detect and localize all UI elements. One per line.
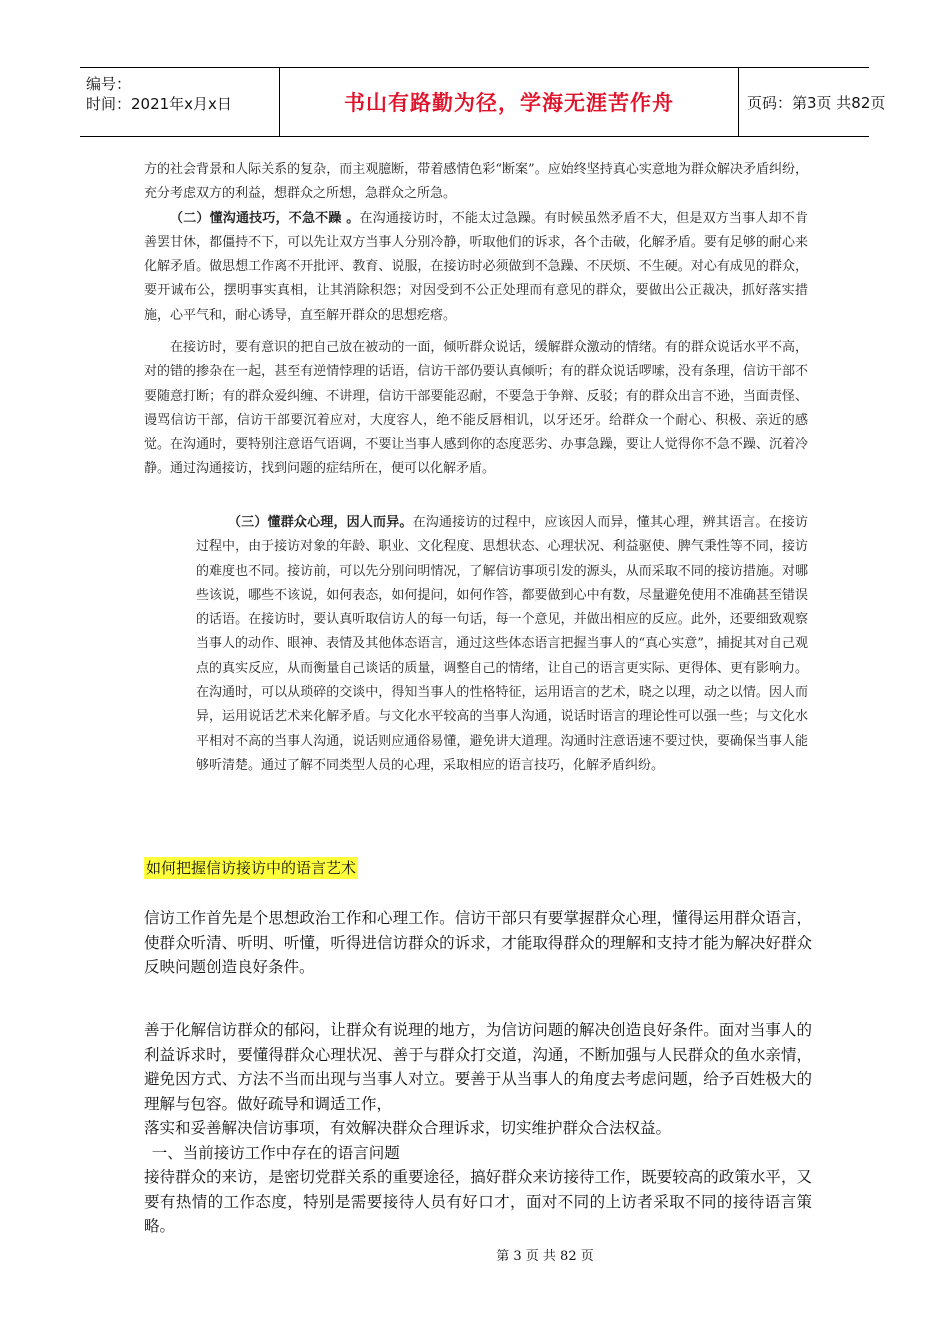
article-heading-1: 一、当前接访工作中存在的语言问题 [151,1143,400,1162]
time-label: 时间：2021年x月x日 [86,95,232,113]
section-two [144,158,808,328]
paragraph-listening: 在接访时，要有意识的把自己放在被动的一面，倾听群众说话，缓解群众激动的情绪。有的群众说话水平不高，对的错的掺杂在一起，甚至有逆情悖理的话语，信访干部仍要认真倾听；有的群众说话啰嗦，没有条理，信访干部不要随意打断；有的群众爱纠缠、不讲理，信访干部要能忍耐，不要急于争辩、反驳；有的群众出言不逊，当面责怪、谩骂信访干部，信访干部要沉着应对，大度容人，绝不能反唇相讥，以牙还牙。给群众一个耐心、积极、亲近的感觉。在沟通时，要特别注意语气语调，不要让当事人感到你的态度恶劣、办事急躁，要让人觉得你不急不躁、沉着冷静。通过沟通接访，找到问题的症结所在，便可以化解矛盾。 [144,340,808,477]
subheading-communication: （二）懂沟通技巧，不急不躁 。 [170,210,360,226]
page-footer: 第 3 页 共 82 页 [496,1249,594,1264]
article-paragraph-4: 接待群众的来访，是密切党群关系的重要途径，搞好群众来访接待工作，既要较高的政策水平，又要有热情的工作态度，特别是需要接待人员有好口才，面对不同的上访者采取不同的接待语言策略。 [144,1168,812,1235]
header-motto: 书山有路勤为径，学海无涯苦作舟 [344,91,674,115]
article-title-wrap [144,857,358,879]
subheading-psychology: （三）懂群众心理，因人而异。 [228,515,413,530]
article-paragraph-2: 善于化解信访群众的郁闷，让群众有说理的地方，为信访问题的解决创造良好条件。面对当事人的利益诉求时，要懂得群众心理状况、善于与群众打交道，沟通，不断加强与人民群众的鱼水亲情，避免因方式、方法不当而出现与当事人对立。要善于从当事人的角度去考虑问题，给予百姓极大的理解与包容。做好疏导和调适工作， [144,1021,812,1113]
article-paragraph-3: 落实和妥善解决信访事项，有效解决群众合理诉求，切实维护群众合法权益。 [144,1119,672,1137]
header-page-cell [739,68,886,136]
paragraph-communication-body: 在沟通接访时，不能太过急躁。有时候虽然矛盾不大，但是双方当事人却不肯善罢甘休，都僵持不下，可以先让双方当事人分别冷静，听取他们的诉求，各个击破，化解矛盾。要有足够的耐心来化解矛盾。做思想工作离不开批评、教育、说服，在接访时必须做到不急躁、不厌烦、不生硬。对心有成见的群众，要开诚布公，摆明事实真相，让其消除积怨；对因受到不公正处理而有意见的群众，要做出公正裁决，抓好落实措施，心平气和，耐心诱导，直至解开群众的思想疙瘩。 [144,210,808,323]
page-indicator: 页码：第3页 共82页 [747,93,886,112]
article-intro [144,906,812,980]
article-body [144,1018,812,1239]
article-paragraph-1: 信访工作首先是个思想政治工作和心理工作。信访干部只有要掌握群众心理，懂得运用群众语言，使群众听清、听明、听懂，听得进信访群众的诉求，才能取得群众的理解和支持才能为解决好群众反映问题创造良好条件。 [144,909,812,976]
paragraph-psychology [196,511,808,778]
number-label: 编号： [86,75,132,93]
section-listening [144,336,808,482]
article-title: 如何把握信访接访中的语言艺术 [146,859,357,877]
section-three [196,511,808,778]
header-meta [80,68,280,136]
document-header [80,67,886,137]
header-motto-cell [280,68,739,136]
paragraph-communication [144,207,808,328]
paragraph-psychology-body: 在沟通接访的过程中，应该因人而异，懂其心理，辨其语言。在接访过程中，由于接访对象的年龄、职业、文化程度、思想状态、心理状况、利益驱使、脾气秉性等不同，接访的难度也不同。接访前，可以先分别问明情况，了解信访事项引发的源头，从而采取不同的接访措施。对哪些该说，哪些不该说，如何表态，如何提问，如何作答，都要做到心中有数，尽量避免使用不准确甚至错误的话语。在接访时，要认真听取信访人的每一句话，每一个意见，并做出相应的反应。此外，还要细致观察当事人的动作、眼神、表情及其他体态语言，通过这些体态语言把握当事人的“真心实意”，捕捉其对自己观点的真实反应，从而衡量自己谈话的质量，调整自己的情绪，让自己的语言更实际、更得体、更有影响力。在沟通时，可以从琐碎的交谈中，得知当事人的性格特征，运用语言的艺术，晓之以理，动之以情。因人而异，运用说话艺术来化解矛盾。与文化水平较高的当事人沟通，说话时语言的理论性可以强一些；与文化水平相对不高的当事人沟通，说话则应通俗易懂，避免讲大道理。沟通时注意语速不要过快，要确保当事人能够听清楚。通过了解不同类型人员的心理，采取相应的语言技巧，化解矛盾纠纷。 [196,515,808,773]
paragraph-continued: 方的社会背景和人际关系的复杂，而主观臆断，带着感情色彩“断案”。应始终坚持真心实意地为群众解决矛盾纠纷，充分考虑双方的利益，想群众之所想，急群众之所急。 [144,162,808,202]
